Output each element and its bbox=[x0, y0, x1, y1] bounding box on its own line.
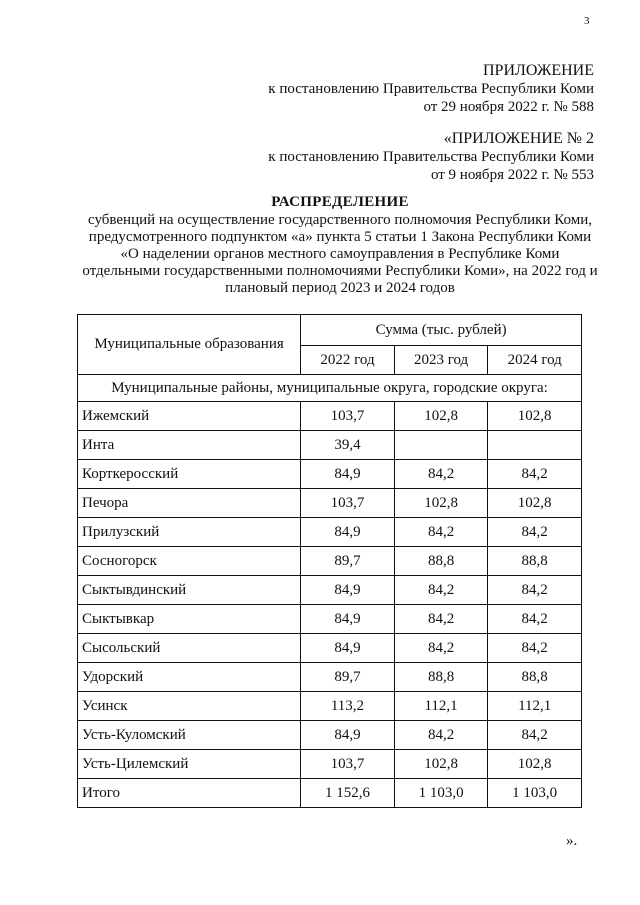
column-header-year: 2024 год bbox=[488, 346, 582, 375]
value-2024-cell: 84,2 bbox=[488, 634, 582, 663]
column-header-municipality: Муниципальные образования bbox=[78, 315, 301, 375]
value-2023-cell: 102,8 bbox=[394, 750, 488, 779]
value-2022-cell: 113,2 bbox=[301, 692, 395, 721]
municipality-cell: Удорский bbox=[78, 663, 301, 692]
municipality-cell: Усть-Куломский bbox=[78, 721, 301, 750]
value-2023-cell: 84,2 bbox=[394, 605, 488, 634]
value-2022-cell: 89,7 bbox=[301, 663, 395, 692]
value-2022-cell: 84,9 bbox=[301, 605, 395, 634]
value-2023-cell: 88,8 bbox=[394, 663, 488, 692]
table-row bbox=[78, 431, 582, 460]
value-2024-cell: 84,2 bbox=[488, 518, 582, 547]
value-2024-cell: 88,8 bbox=[488, 663, 582, 692]
value-2022-cell: 39,4 bbox=[301, 431, 395, 460]
value-2024-cell: 102,8 bbox=[488, 750, 582, 779]
value-2023-cell: 84,2 bbox=[394, 721, 488, 750]
municipality-cell: Сысольский bbox=[78, 634, 301, 663]
table-row bbox=[78, 634, 582, 663]
value-2024-cell: 84,2 bbox=[488, 605, 582, 634]
document-subtitle: субвенций на осуществление государственного полномочия Республики Коми, предусмотренного подпунктом «а» пункта 5 статьи 1 Закона Республики Коми «О наделении органов местного самоуправления в Республике Коми отдельными государственными полномочиями Республики Коми», на 2022 год и плановый период 2023 и 2024 годов bbox=[82, 212, 598, 296]
municipality-cell: Инта bbox=[78, 431, 301, 460]
appendix-title: ПРИЛОЖЕНИЕ bbox=[482, 62, 594, 79]
value-2023-cell: 112,1 bbox=[394, 692, 488, 721]
table-row bbox=[78, 721, 582, 750]
value-2022-cell: 1 152,6 bbox=[301, 779, 395, 808]
value-2024-cell: 102,8 bbox=[488, 489, 582, 518]
column-header-year: 2022 год bbox=[301, 346, 395, 375]
municipality-cell: Корткеросский bbox=[78, 460, 301, 489]
value-2023-cell bbox=[394, 431, 488, 460]
appendix-2-decree-date: от 9 ноября 2022 г. № 553 bbox=[430, 167, 594, 183]
municipality-cell: Сосногорск bbox=[78, 547, 301, 576]
document-title: РАСПРЕДЕЛЕНИЕ bbox=[271, 194, 409, 210]
page-number: 3 bbox=[584, 15, 590, 27]
value-2023-cell: 84,2 bbox=[394, 460, 488, 489]
table-row bbox=[78, 518, 582, 547]
value-2022-cell: 84,9 bbox=[301, 518, 395, 547]
value-2022-cell: 84,9 bbox=[301, 634, 395, 663]
table-row bbox=[78, 576, 582, 605]
value-2022-cell: 103,7 bbox=[301, 489, 395, 518]
value-2024-cell: 84,2 bbox=[488, 460, 582, 489]
appendix-decree-line: к постановлению Правительства Республики Коми bbox=[268, 81, 594, 97]
municipality-cell: Ижемский bbox=[78, 402, 301, 431]
value-2022-cell: 103,7 bbox=[301, 750, 395, 779]
table-row bbox=[78, 547, 582, 576]
value-2022-cell: 84,9 bbox=[301, 460, 395, 489]
appendix-2-title: «ПРИЛОЖЕНИЕ № 2 bbox=[443, 130, 594, 147]
table-total-row bbox=[78, 779, 582, 808]
section-row bbox=[78, 375, 582, 402]
municipality-cell: Усть-Цилемский bbox=[78, 750, 301, 779]
appendix-2-header bbox=[268, 130, 594, 184]
table-row bbox=[78, 605, 582, 634]
table-row bbox=[78, 750, 582, 779]
value-2024-cell: 1 103,0 bbox=[488, 779, 582, 808]
value-2023-cell: 84,2 bbox=[394, 576, 488, 605]
value-2024-cell: 88,8 bbox=[488, 547, 582, 576]
value-2024-cell: 84,2 bbox=[488, 721, 582, 750]
value-2023-cell: 1 103,0 bbox=[394, 779, 488, 808]
table-row bbox=[78, 402, 582, 431]
column-header-year: 2023 год bbox=[394, 346, 488, 375]
section-label: Муниципальные районы, муниципальные округа, городские округа: bbox=[78, 375, 582, 402]
value-2023-cell: 102,8 bbox=[394, 489, 488, 518]
value-2023-cell: 88,8 bbox=[394, 547, 488, 576]
value-2022-cell: 103,7 bbox=[301, 402, 395, 431]
value-2022-cell: 84,9 bbox=[301, 576, 395, 605]
appendix-decree-date: от 29 ноября 2022 г. № 588 bbox=[423, 99, 594, 115]
table-row bbox=[78, 663, 582, 692]
closing-quote-mark: ». bbox=[566, 833, 578, 849]
value-2022-cell: 89,7 bbox=[301, 547, 395, 576]
municipality-cell: Печора bbox=[78, 489, 301, 518]
value-2023-cell: 84,2 bbox=[394, 518, 488, 547]
municipality-cell: Сыктывкар bbox=[78, 605, 301, 634]
value-2024-cell: 84,2 bbox=[488, 576, 582, 605]
value-2022-cell: 84,9 bbox=[301, 721, 395, 750]
municipality-cell: Усинск bbox=[78, 692, 301, 721]
value-2024-cell bbox=[488, 431, 582, 460]
table-row bbox=[78, 460, 582, 489]
table-row bbox=[78, 489, 582, 518]
municipality-cell: Сыктывдинский bbox=[78, 576, 301, 605]
distribution-table bbox=[77, 314, 582, 808]
value-2023-cell: 84,2 bbox=[394, 634, 488, 663]
value-2024-cell: 112,1 bbox=[488, 692, 582, 721]
municipality-cell: Прилузский bbox=[78, 518, 301, 547]
value-2023-cell: 102,8 bbox=[394, 402, 488, 431]
appendix-2-decree-line: к постановлению Правительства Республики Коми bbox=[268, 149, 594, 165]
table-row bbox=[78, 692, 582, 721]
column-header-sum: Сумма (тыс. рублей) bbox=[301, 315, 582, 346]
municipality-cell: Итого bbox=[78, 779, 301, 808]
value-2024-cell: 102,8 bbox=[488, 402, 582, 431]
appendix-header bbox=[268, 62, 594, 116]
table-header-row bbox=[78, 315, 582, 346]
